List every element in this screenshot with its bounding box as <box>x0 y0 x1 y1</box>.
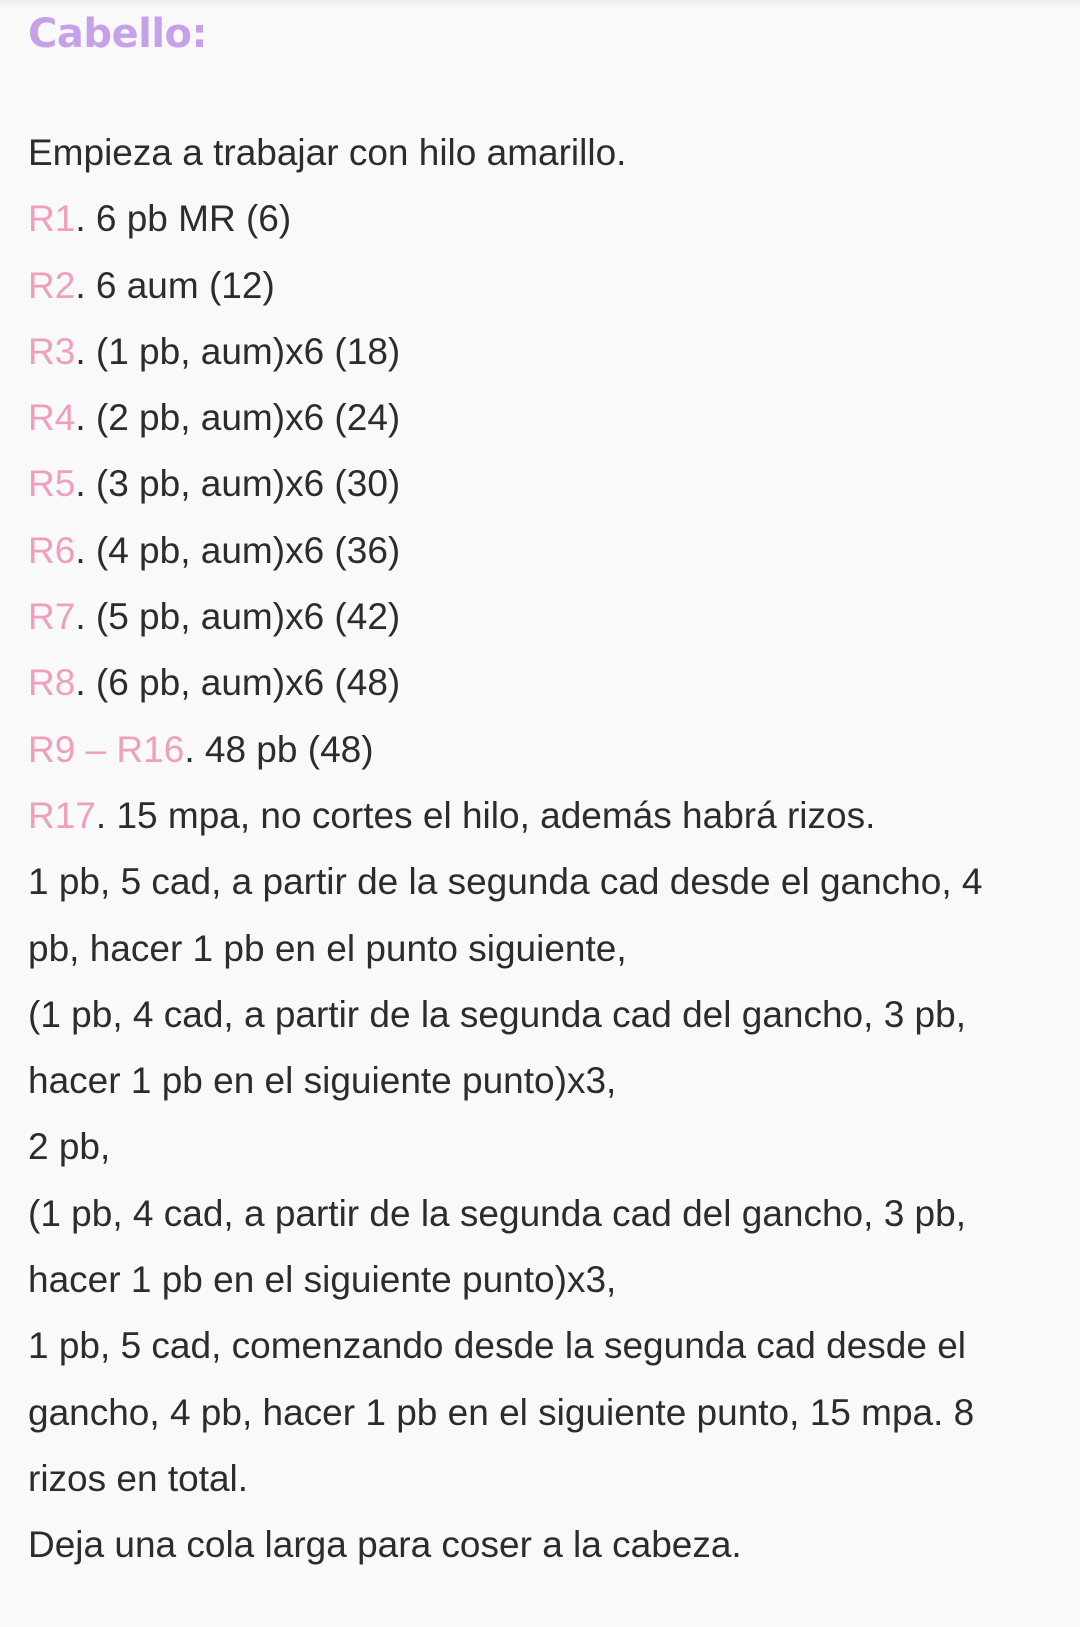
instruction-line: hacer 1 pb en el siguiente punto)x3, <box>28 1259 617 1301</box>
round-label: R8 <box>28 662 76 704</box>
round-text: . 6 pb MR (6) <box>75 198 292 240</box>
round-label: R2 <box>28 264 76 306</box>
round-text: . (1 pb, aum)x6 (18) <box>75 330 401 372</box>
instruction-line: hacer 1 pb en el siguiente punto)x3, <box>28 1060 617 1102</box>
round-text: . (3 pb, aum)x6 (30) <box>75 463 401 505</box>
instruction-line: pb, hacer 1 pb en el punto siguiente, <box>28 927 627 969</box>
instruction-line: Deja una cola larga para coser a la cabeza. <box>28 1524 742 1566</box>
instruction-line: (1 pb, 4 cad, a partir de la segunda cad del gancho, 3 pb, <box>28 993 966 1035</box>
round-label: R6 <box>28 529 76 571</box>
section-title: Cabello: <box>28 11 208 57</box>
pattern-content <box>28 120 1038 1579</box>
round-label: R5 <box>28 463 76 505</box>
round-label: R9 – R16 <box>28 728 185 770</box>
round-line <box>28 650 1038 716</box>
round-line <box>28 186 1038 252</box>
round-label: R3 <box>28 330 76 372</box>
instruction-line: 2 pb, <box>28 1126 111 1168</box>
round-line <box>28 319 1038 385</box>
round-line <box>28 783 1038 849</box>
round-line <box>28 385 1038 451</box>
instruction-line: (1 pb, 4 cad, a partir de la segunda cad del gancho, 3 pb, <box>28 1192 966 1234</box>
round-label: R7 <box>28 596 76 638</box>
round-text: . (5 pb, aum)x6 (42) <box>75 596 401 638</box>
round-text: . (6 pb, aum)x6 (48) <box>75 662 401 704</box>
round-text: . 15 mpa, no cortes el hilo, además habrá rizos. <box>95 794 876 836</box>
round-label: R1 <box>28 198 76 240</box>
round-line <box>28 584 1038 650</box>
instruction-line: rizos en total. <box>28 1457 249 1499</box>
round-label: R17 <box>28 794 96 836</box>
round-line <box>28 451 1038 517</box>
instruction-line: 1 pb, 5 cad, a partir de la segunda cad desde el gancho, 4 <box>28 861 983 903</box>
instruction-line: gancho, 4 pb, hacer 1 pb en el siguiente punto, 15 mpa. 8 <box>28 1391 975 1433</box>
round-line <box>28 253 1038 319</box>
round-text: . (2 pb, aum)x6 (24) <box>75 397 401 439</box>
rounds-list <box>28 186 1038 849</box>
round-label: R4 <box>28 397 76 439</box>
instruction-line: 1 pb, 5 cad, comenzando desde la segunda cad desde el <box>28 1325 967 1367</box>
intro-line: Empieza a trabajar con hilo amarillo. <box>28 132 627 173</box>
round-line <box>28 717 1038 783</box>
round-text: . 6 aum (12) <box>75 264 275 306</box>
round-text: . 48 pb (48) <box>184 728 374 770</box>
curl-instructions <box>28 849 1038 1578</box>
round-line <box>28 518 1038 584</box>
round-text: . (4 pb, aum)x6 (36) <box>75 529 401 571</box>
